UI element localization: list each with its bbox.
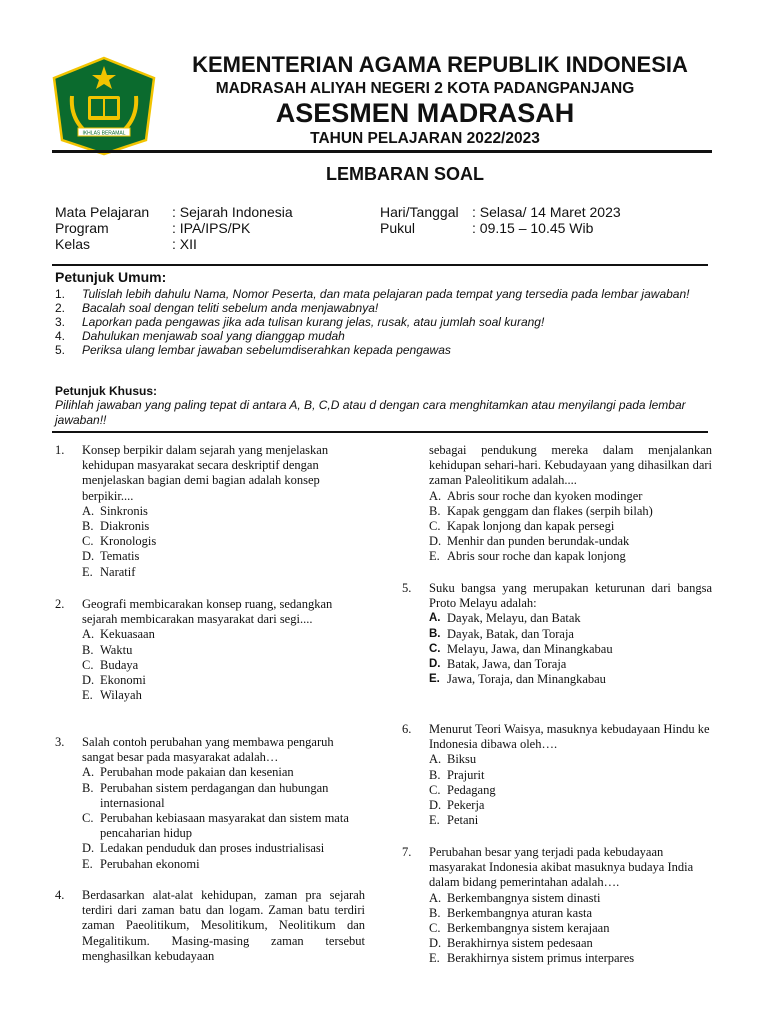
option-text: Berkembangnya sistem kerajaan — [447, 921, 610, 936]
answer-options — [55, 627, 365, 703]
option-letter: B. — [429, 627, 441, 640]
answer-option[interactable] — [429, 813, 712, 828]
option-text: Berkembangnya aturan kasta — [447, 905, 593, 920]
answer-option[interactable] — [82, 811, 365, 841]
option-text: Pekerja — [447, 798, 485, 813]
question-text: Salah contoh perubahan yang membawa pengaruh sangat besar pada masyarakat adalah… — [82, 735, 334, 765]
answer-option[interactable] — [82, 781, 365, 811]
date-label: Hari/Tanggal — [380, 204, 459, 220]
answer-option[interactable] — [429, 534, 712, 549]
class-value: : XII — [172, 236, 197, 252]
time-value: : 09.15 – 10.45 Wib — [472, 220, 594, 236]
general-instructions-title: Petunjuk Umum: — [55, 269, 167, 285]
question-number: 6. — [402, 722, 412, 736]
special-instructions-title: Petunjuk Khusus: — [55, 384, 158, 398]
option-text: Waktu — [100, 642, 133, 657]
option-letter: A. — [429, 890, 442, 905]
question-7 — [402, 845, 712, 967]
instruction-text: Tulislah lebih dahulu Nama, Nomor Peserta, dan mata pelajaran pada tempat yang tersedia pada lembar jawaban! — [82, 287, 690, 301]
svg-text:IKHLAS BERAMAL: IKHLAS BERAMAL — [82, 130, 126, 137]
option-letter: E. — [429, 813, 440, 828]
answer-option[interactable] — [429, 627, 712, 642]
option-letter: B. — [82, 780, 94, 795]
option-letter: D. — [82, 673, 95, 688]
question-number: 4. — [55, 888, 65, 902]
option-text: Sinkronis — [100, 503, 148, 518]
subject-value: : Sejarah Indonesia — [172, 204, 293, 220]
special-instructions-text: Pilihlah jawaban yang paling tepat di antara A, B, C,D atau d dengan cara menghitamkan atau menyilangi pada lembar jawaban!! — [55, 398, 686, 427]
answer-options — [402, 489, 712, 565]
question-text: Menurut Teori Waisya, masuknya kebudayaan Hindu ke Indonesia dibawa oleh…. — [429, 722, 710, 752]
question-stem — [402, 722, 712, 752]
answer-options — [402, 752, 712, 828]
answer-option[interactable] — [82, 857, 365, 872]
option-letter: D. — [429, 534, 442, 549]
question-4-continued — [402, 443, 712, 565]
instruction-item — [55, 301, 715, 315]
info-divider — [52, 264, 708, 266]
option-text: Naratif — [100, 564, 136, 579]
option-text: Dayak, Melayu, dan Batak — [447, 611, 581, 626]
option-text: Perubahan sistem perdagangan dan hubungan internasional — [100, 780, 329, 810]
subject-label: Mata Pelajaran — [55, 204, 150, 220]
option-letter: C. — [429, 519, 441, 534]
question-text: Berdasarkan alat-alat kehidupan, zaman pra sejarah terdiri dari zaman batu dan logam. Zaman batu terdiri zaman Paeolitikum, Mesolitikum, Neolitikum dan Megalitikum. Masing-masing zaman tersebut menghasilkan kebudayaan — [82, 888, 365, 963]
answer-option[interactable] — [429, 921, 712, 936]
option-letter: A. — [82, 503, 95, 518]
answer-option[interactable] — [82, 841, 365, 856]
question-stem — [55, 735, 365, 765]
instruction-number: 5. — [55, 343, 66, 357]
option-text: Pedagang — [447, 782, 496, 797]
instruction-number: 4. — [55, 329, 66, 343]
option-text: Perubahan kebiasaan masyarakat dan sistem mata pencaharian hidup — [100, 811, 349, 841]
answer-option[interactable] — [429, 657, 712, 672]
option-letter: D. — [429, 658, 441, 671]
option-text: Dayak, Batak, dan Toraja — [447, 626, 574, 641]
instruction-number: 2. — [55, 301, 66, 315]
option-letter: B. — [82, 642, 94, 657]
option-text: Perubahan ekonomi — [100, 856, 200, 871]
option-text: Perubahan mode pakaian dan kesenian — [100, 765, 294, 780]
option-letter: D. — [82, 549, 95, 564]
header-ministry: KEMENTERIAN AGAMA REPUBLIK INDONESIA — [192, 52, 688, 77]
option-text: Petani — [447, 813, 479, 828]
option-letter: E. — [82, 688, 93, 703]
option-letter: E. — [82, 564, 93, 579]
option-letter: B. — [429, 503, 441, 518]
instruction-item — [55, 287, 715, 301]
option-text: Wilayah — [100, 688, 142, 703]
option-text: Kekuasaan — [100, 627, 155, 642]
question-2 — [55, 597, 365, 703]
question-1 — [55, 443, 365, 580]
class-label: Kelas — [55, 236, 91, 252]
option-text: Menhir dan punden berundak-undak — [447, 534, 630, 549]
option-letter: E. — [429, 549, 440, 564]
answer-option[interactable] — [82, 643, 365, 658]
answer-option[interactable] — [429, 798, 712, 813]
program-value: : IPA/IPS/PK — [172, 220, 251, 236]
option-letter: B. — [429, 905, 441, 920]
option-letter: C. — [429, 782, 441, 797]
option-letter: B. — [82, 519, 94, 534]
answer-option[interactable] — [429, 783, 712, 798]
answer-option[interactable] — [82, 658, 365, 673]
option-text: Budaya — [100, 657, 139, 672]
option-text: Prajurit — [447, 767, 485, 782]
answer-options — [55, 765, 365, 871]
header-school: MADRASAH ALIYAH NEGERI 2 KOTA PADANGPANJANG — [215, 80, 635, 97]
question-stem — [402, 845, 712, 891]
date-value: : Selasa/ 14 Maret 2023 — [472, 204, 621, 220]
option-text: Kapak genggam dan flakes (serpih bilah) — [447, 503, 653, 518]
question-stem — [55, 597, 365, 627]
answer-option[interactable] — [82, 549, 365, 564]
instruction-number: 3. — [55, 315, 66, 329]
option-text: Abris sour roche dan kapak lonjong — [447, 549, 626, 564]
question-number: 1. — [55, 443, 65, 457]
general-instructions-list — [55, 287, 715, 357]
answer-option[interactable] — [82, 627, 365, 642]
option-letter: E. — [82, 856, 93, 871]
question-stem — [402, 581, 712, 611]
question-6 — [402, 722, 712, 828]
answer-option[interactable] — [429, 891, 712, 906]
answer-option[interactable] — [429, 642, 712, 657]
option-letter: D. — [82, 841, 95, 856]
option-text: Tematis — [100, 549, 140, 564]
option-letter: C. — [429, 642, 441, 655]
question-number: 3. — [55, 735, 65, 749]
option-letter: E. — [429, 951, 440, 966]
option-text: Ledakan penduduk dan proses industrialisasi — [100, 841, 325, 856]
instructions-divider — [52, 431, 708, 433]
question-number: 2. — [55, 597, 65, 611]
answer-option[interactable] — [429, 936, 712, 951]
option-letter: A. — [429, 488, 442, 503]
option-text: Batak, Jawa, dan Toraja — [447, 657, 567, 672]
instruction-text: Periksa ulang lembar jawaban sebelumdiserahkan kepada pengawas — [82, 343, 451, 357]
option-letter: D. — [429, 798, 442, 813]
header-year: TAHUN PELAJARAN 2022/2023 — [310, 130, 540, 147]
option-text: Kronologis — [100, 534, 157, 549]
question-stem — [55, 888, 365, 964]
option-letter: C. — [429, 921, 441, 936]
instruction-text: Laporkan pada pengawas jika ada tulisan kurang jelas, rusak, atau jumlah soal kurang! — [82, 315, 545, 329]
option-letter: A. — [82, 765, 95, 780]
question-text: Geografi membicarakan konsep ruang, sedangkan sejarah membicarakan masyarakat dari segi.... — [82, 597, 333, 627]
question-stem — [55, 443, 365, 504]
option-letter: C. — [82, 811, 94, 826]
answer-option[interactable] — [82, 565, 365, 580]
question-text: Konsep berpikir dalam sejarah yang menjelaskan kehidupan masyarakat secara deskriptif dengan menjelaskan bagian demi bagian adalah konsep berpikir.... — [82, 443, 329, 503]
answer-option[interactable] — [429, 519, 712, 534]
option-letter: B. — [429, 767, 441, 782]
answer-option[interactable] — [82, 673, 365, 688]
instruction-item — [55, 343, 715, 357]
answer-option[interactable] — [82, 534, 365, 549]
instruction-item — [55, 315, 715, 329]
question-text: Suku bangsa yang merupakan keturunan dari bangsa Proto Melayu adalah: — [429, 581, 712, 611]
answer-option[interactable] — [82, 765, 365, 780]
option-letter: A. — [429, 752, 442, 767]
answer-option[interactable] — [429, 504, 712, 519]
instruction-item — [55, 329, 715, 343]
answer-option[interactable] — [429, 752, 712, 767]
option-text: Berakhirnya sistem pedesaan — [447, 936, 593, 951]
answer-option[interactable] — [429, 768, 712, 783]
instruction-text: Bacalah soal dengan teliti sebelum anda menjawabnya! — [82, 301, 379, 315]
option-letter: D. — [429, 936, 442, 951]
answer-option[interactable] — [429, 611, 712, 626]
answer-option[interactable] — [82, 504, 365, 519]
option-letter: C. — [82, 657, 94, 672]
question-text: Perubahan besar yang terjadi pada kebudayaan masyarakat Indonesia akibat masuknya budaya India dalam bidang pemerintahan adalah…. — [429, 845, 694, 890]
program-label: Program — [55, 220, 109, 236]
instruction-text: Dahulukan menjawab soal yang dianggap mudah — [82, 329, 345, 343]
answer-options — [55, 504, 365, 580]
option-letter: A. — [429, 612, 441, 625]
instruction-number: 1. — [55, 287, 66, 301]
answer-options — [402, 891, 712, 967]
question-4 — [55, 888, 365, 964]
question-5 — [402, 581, 712, 687]
answer-option[interactable] — [429, 672, 712, 687]
answer-option[interactable] — [429, 906, 712, 921]
option-text: Diakronis — [100, 519, 150, 534]
question-text-continued: sebagai pendukung mereka dalam menjalankan kehidupan sehari-hari. Kebudayaan yang dihasilkan dari zaman Paleolitikum adalah.... — [429, 443, 712, 488]
answer-option[interactable] — [82, 688, 365, 703]
header-exam: ASESMEN MADRASAH — [275, 98, 575, 128]
option-letter: E. — [429, 673, 440, 686]
option-text: Berakhirnya sistem primus interpares — [447, 951, 635, 966]
header-divider — [52, 150, 712, 153]
answer-option[interactable] — [429, 489, 712, 504]
option-text: Berkembangnya sistem dinasti — [447, 890, 601, 905]
option-text: Jawa, Toraja, dan Minangkabau — [447, 672, 606, 687]
question-3 — [55, 735, 365, 872]
question-number: 5. — [402, 581, 412, 595]
option-text: Kapak lonjong dan kapak persegi — [447, 519, 615, 534]
option-text: Biksu — [447, 752, 477, 767]
time-label: Pukul — [380, 220, 416, 236]
option-letter: C. — [82, 534, 94, 549]
answer-option[interactable] — [429, 951, 712, 966]
answer-options — [402, 611, 712, 687]
option-text: Ekonomi — [100, 673, 146, 688]
option-text: Melayu, Jawa, dan Minangkabau — [447, 641, 613, 656]
question-number: 7. — [402, 845, 412, 859]
answer-option[interactable] — [82, 519, 365, 534]
option-letter: A. — [82, 627, 95, 642]
option-text: Abris sour roche dan kyoken modinger — [447, 488, 643, 503]
answer-option[interactable] — [429, 549, 712, 564]
sheet-title: LEMBARAN SOAL — [326, 164, 484, 184]
